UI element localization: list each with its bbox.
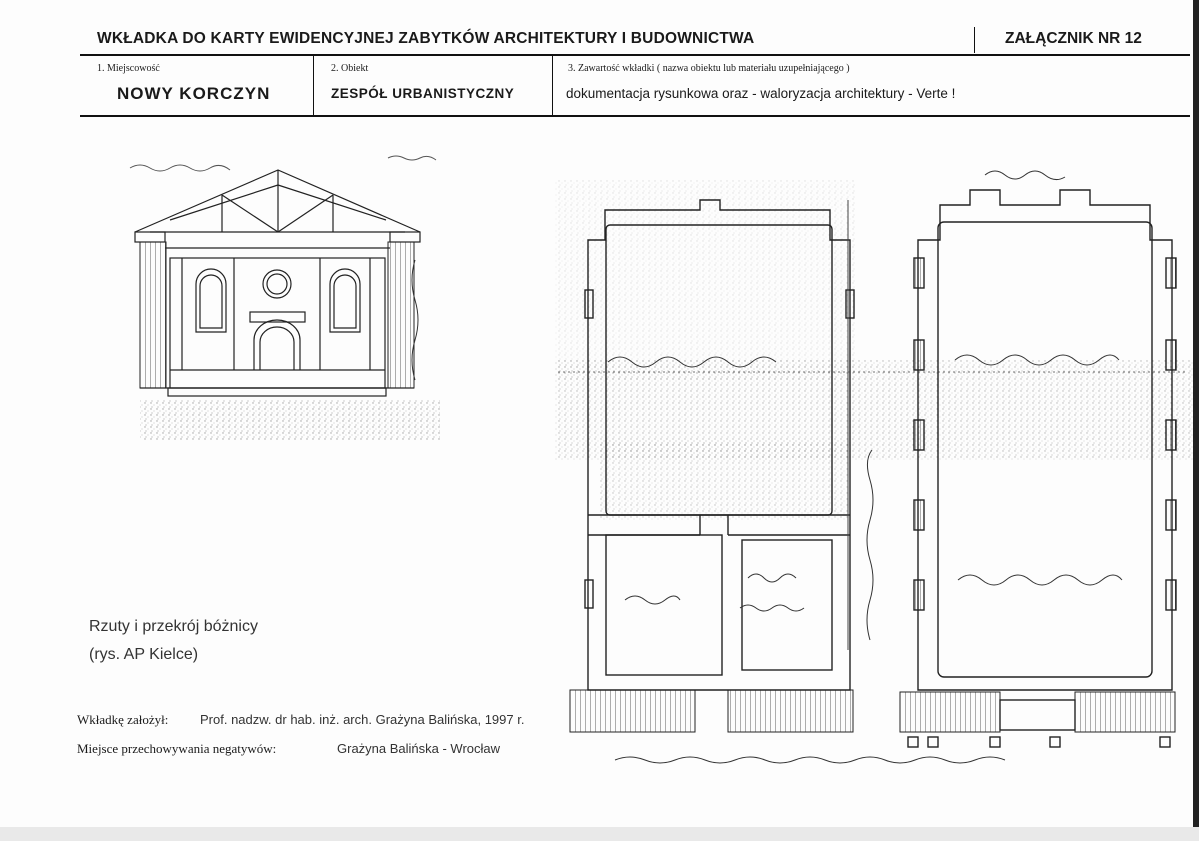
section-drawing xyxy=(135,170,440,440)
place-label: 1. Miejscowość xyxy=(97,63,160,74)
storage-label: Miejsce przechowywania negatywów: xyxy=(77,741,277,756)
place-value: NOWY KORCZYN xyxy=(117,84,271,103)
content-value: dokumentacja rysunkowa oraz - waloryzacja architektury - Verte ! xyxy=(566,86,956,101)
founded-value: Prof. nadzw. dr hab. inż. arch. Grażyna Balińska, 1997 r. xyxy=(200,712,525,727)
object-value: ZESPÓŁ URBANISTYCZNY xyxy=(331,86,515,101)
content-label: 3. Zawartość wkładki ( nazwa obiektu lub materiału uzupełniającego ) xyxy=(568,63,850,74)
form-title: WKŁADKA DO KARTY EWIDENCYJNEJ ZABYTKÓW ARCHITEKTURY I BUDOWNICTWA xyxy=(97,30,755,47)
attachment-number: ZAŁĄCZNIK NR 12 xyxy=(1005,30,1142,47)
caption-line-1: Rzuty i przekrój bóżnicy xyxy=(89,618,258,635)
upper-floor-plan xyxy=(900,190,1176,747)
founded-label: Wkładkę założył: xyxy=(77,712,169,727)
object-label: 2. Obiekt xyxy=(331,63,369,74)
storage-value: Grażyna Balińska - Wrocław xyxy=(337,741,501,756)
caption-line-2: (rys. AP Kielce) xyxy=(89,646,199,663)
